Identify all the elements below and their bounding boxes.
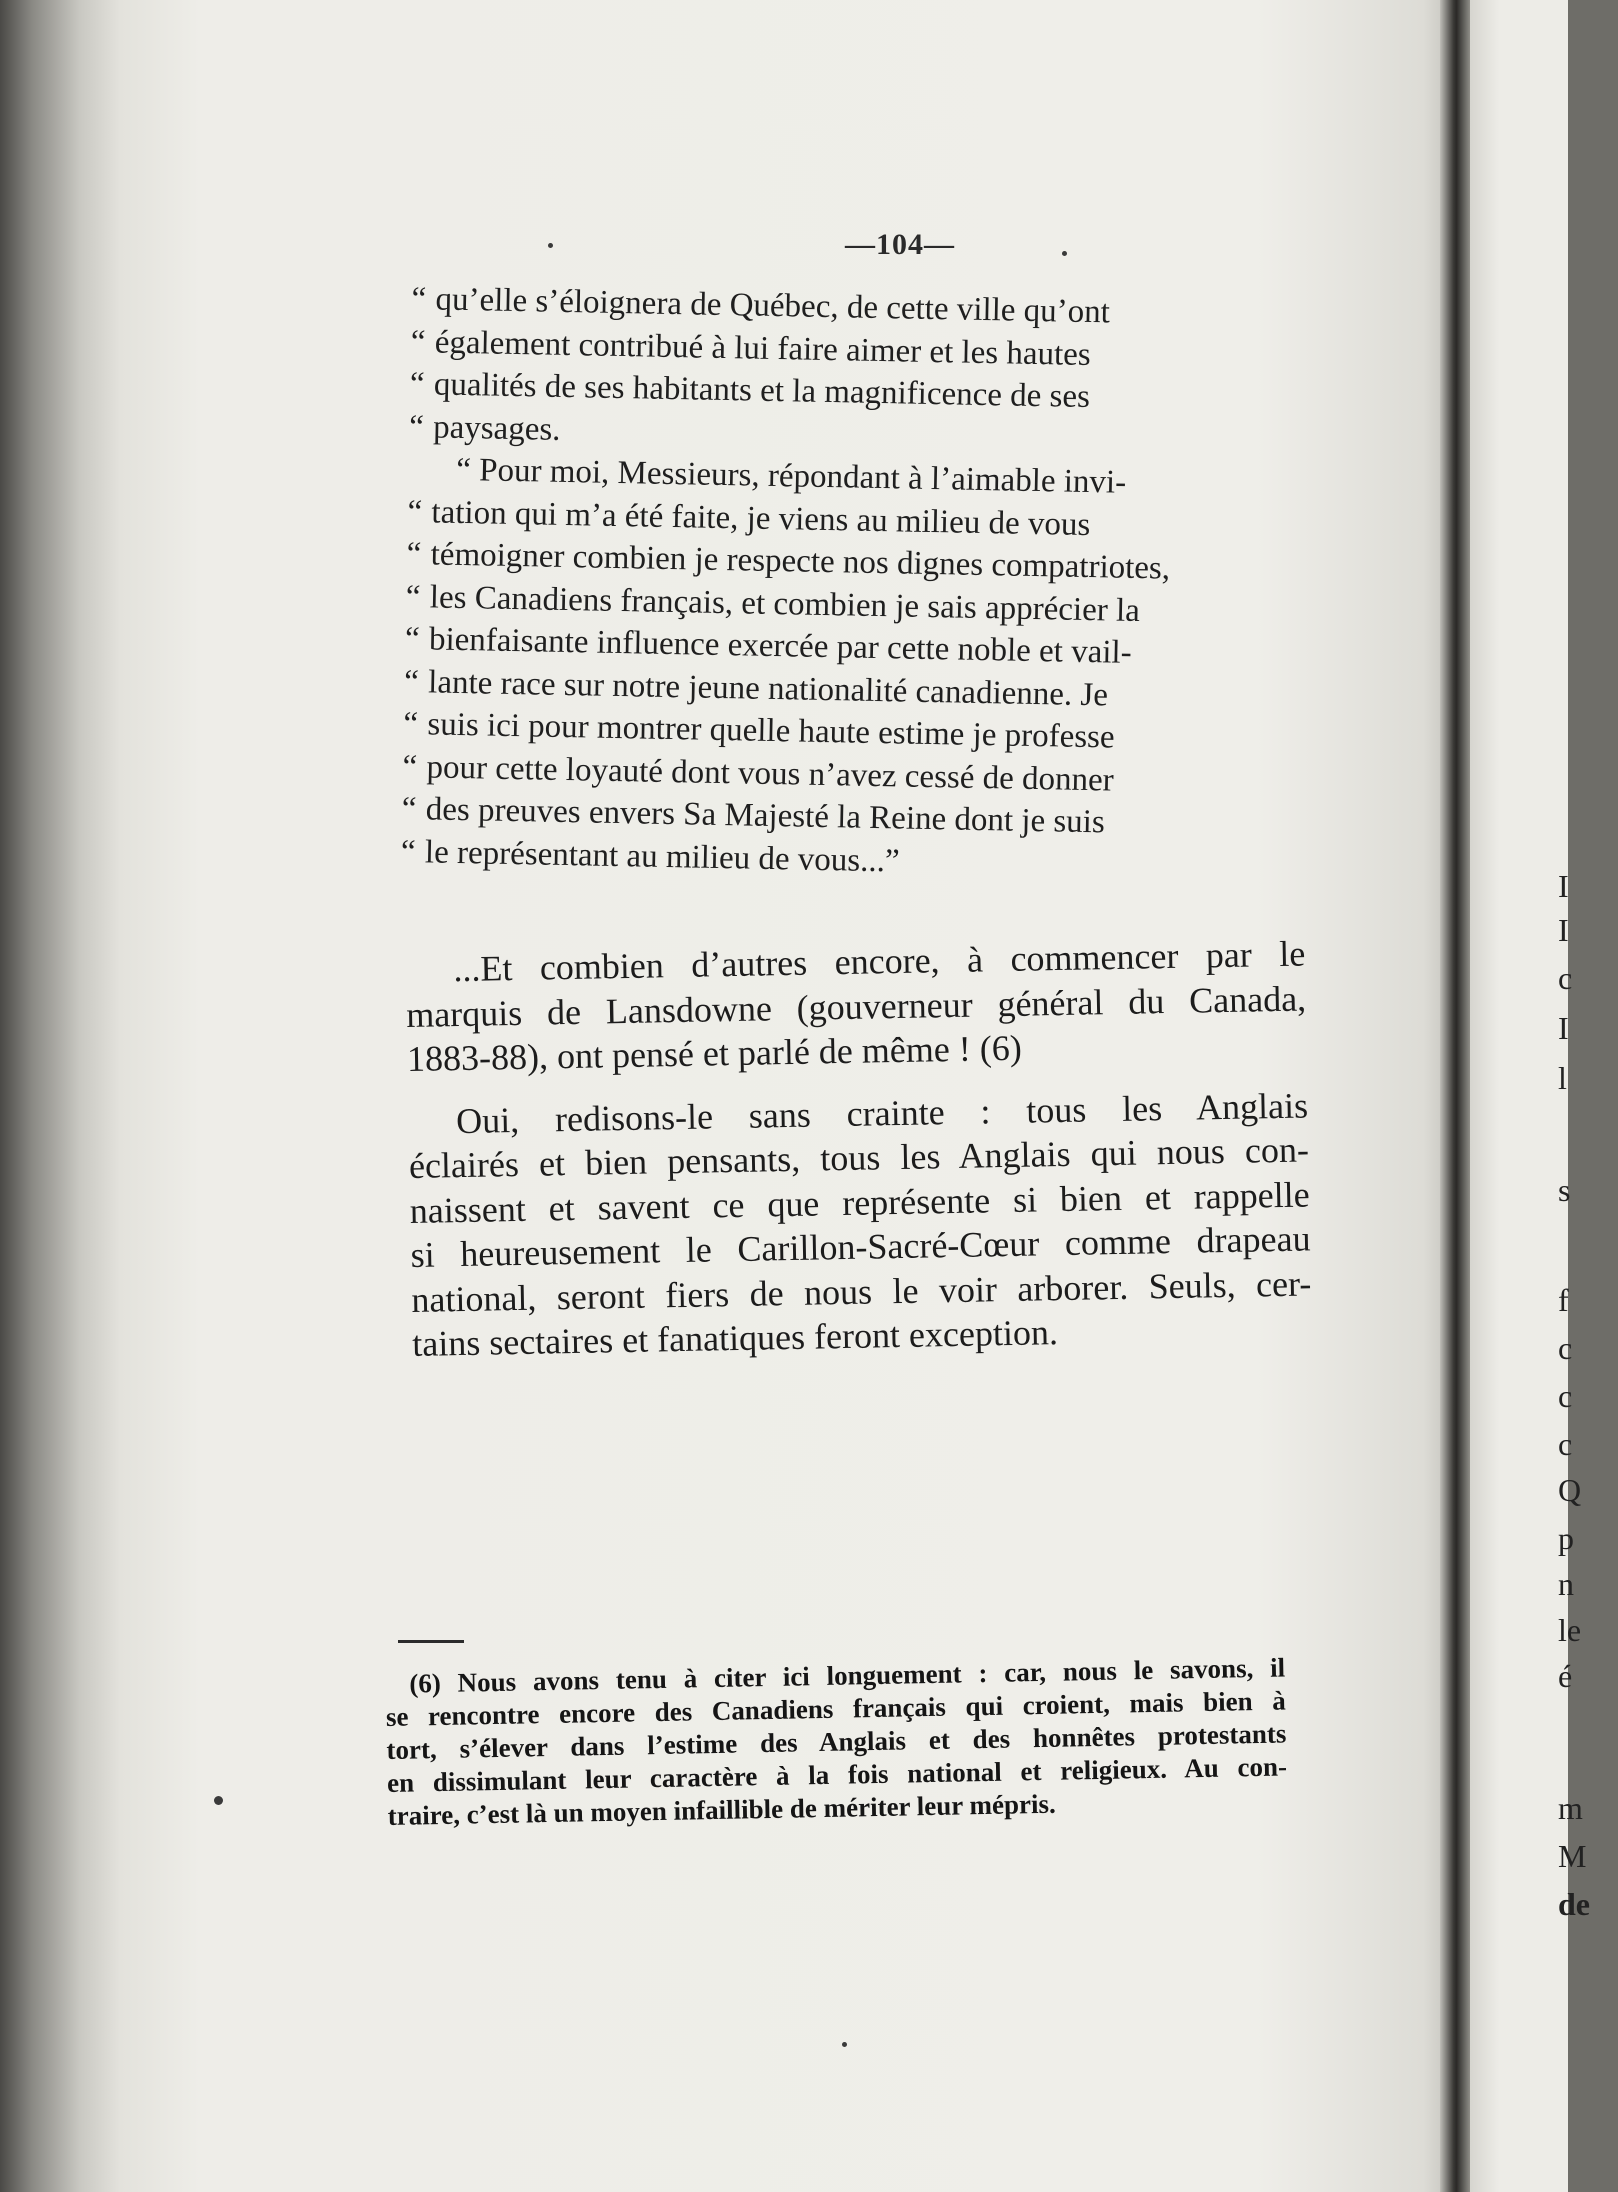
footnote-line: en dissimulant leur caractère à la fois national et religieux. Au con-: [386, 1751, 1288, 1798]
text-line: national, seront fiers de nous le voir arborer. Seuls, cer-: [411, 1262, 1312, 1320]
footnote-separator: [398, 1640, 464, 1643]
footnote-line: traire, c’est là un moyen infaillible de mériter leur mépris.: [387, 1788, 1056, 1831]
text-line: “ qualités de ses habitants et la magnificence de ses: [409, 365, 1091, 416]
facing-fragment: n: [1558, 1566, 1574, 1602]
facing-fragment: s: [1558, 1172, 1571, 1208]
text-line: “ Pour moi, Messieurs, répondant à l’aimable invi-: [455, 451, 1127, 501]
facing-fragment: c: [1558, 1378, 1573, 1414]
text-line: “ suis ici pour montrer quelle haute estime je professe: [403, 705, 1115, 756]
body-paragraphs: [405, 932, 1313, 1367]
facing-fragment: c: [1558, 1426, 1573, 1462]
text-line: “ qu’elle s’éloignera de Québec, de cette ville qu’ont: [411, 280, 1111, 331]
text-line: 1883-88), ont pensé et parlé de même ! (6): [406, 1027, 1023, 1079]
text-line: “ témoigner combien je respecte nos dignes compatriotes,: [406, 535, 1171, 587]
facing-fragment: I: [1558, 868, 1569, 904]
text-line: “ pour cette loyauté dont vous n’avez cessé de donner: [402, 748, 1115, 799]
text-line: “ les Canadiens français, et combien je sais apprécier la: [405, 578, 1141, 629]
page-number: —104—: [845, 228, 955, 261]
facing-fragment: p: [1558, 1520, 1574, 1556]
text-line: marquis de Lansdowne (gouverneur général du Canada,: [405, 977, 1307, 1035]
scan-edge: [0, 0, 80, 2192]
text-line: si heureusement le Carillon-Sacré-Cœur comme drapeau: [410, 1218, 1311, 1275]
speck: [842, 2042, 847, 2047]
footnote-line: tort, s’élever dans l’estime des Anglais et des honnêtes protestants: [386, 1718, 1287, 1765]
text-line: “ également contribué à lui faire aimer et les hautes: [410, 323, 1092, 373]
footnote: [385, 1652, 1288, 1833]
text-line: éclairés et bien pensants, tous les Anglais qui nous con-: [408, 1129, 1310, 1186]
text-line: “ le représentant au milieu de vous...”: [400, 833, 900, 879]
text-line: “ bienfaisante influence exercée par cette noble et vail-: [404, 620, 1132, 671]
text-line: “ paysages.: [408, 408, 561, 448]
text-line: “ lante race sur notre jeune nationalité canadienne. Je: [403, 663, 1109, 713]
facing-fragment: le: [1558, 1612, 1582, 1648]
footnote-line: (6) Nous avons tenu à citer ici longuement : car, nous le savons, il: [409, 1652, 1286, 1699]
facing-fragment: l: [1558, 1060, 1567, 1096]
facing-fragment: f: [1558, 1282, 1569, 1318]
book-gutter: [1440, 0, 1470, 2192]
facing-fragment: de: [1558, 1886, 1590, 1922]
speck: [548, 243, 553, 248]
text-line: tains sectaires et fanatiques feront exception.: [411, 1312, 1059, 1364]
facing-fragment: M: [1558, 1838, 1587, 1874]
facing-fragment: é: [1558, 1658, 1573, 1694]
text-line: “ des preuves envers Sa Majesté la Reine dont je suis: [401, 790, 1106, 841]
facing-fragment: I: [1558, 1010, 1569, 1046]
facing-fragment: Q: [1558, 1472, 1582, 1508]
facing-fragment: c: [1558, 1330, 1573, 1366]
facing-fragment: m: [1558, 1790, 1583, 1826]
text-line: “ tation qui m’a été faite, je viens au milieu de vous: [407, 493, 1091, 543]
quoted-passage: [401, 278, 1337, 891]
speck: [214, 1796, 223, 1805]
speck: [1062, 251, 1067, 256]
text-line: Oui, redisons-le sans crainte : tous les Anglais: [455, 1084, 1309, 1141]
text-line: ...Et combien d’autres encore, à commencer par le: [453, 933, 1306, 990]
text-line: naissent et savent ce que représente si bien et rappelle: [409, 1173, 1311, 1231]
footnote-line: se rencontre encore des Canadiens français qui croient, mais bien à: [385, 1685, 1287, 1732]
facing-fragment: I: [1558, 912, 1569, 948]
facing-fragment: c: [1558, 960, 1573, 996]
